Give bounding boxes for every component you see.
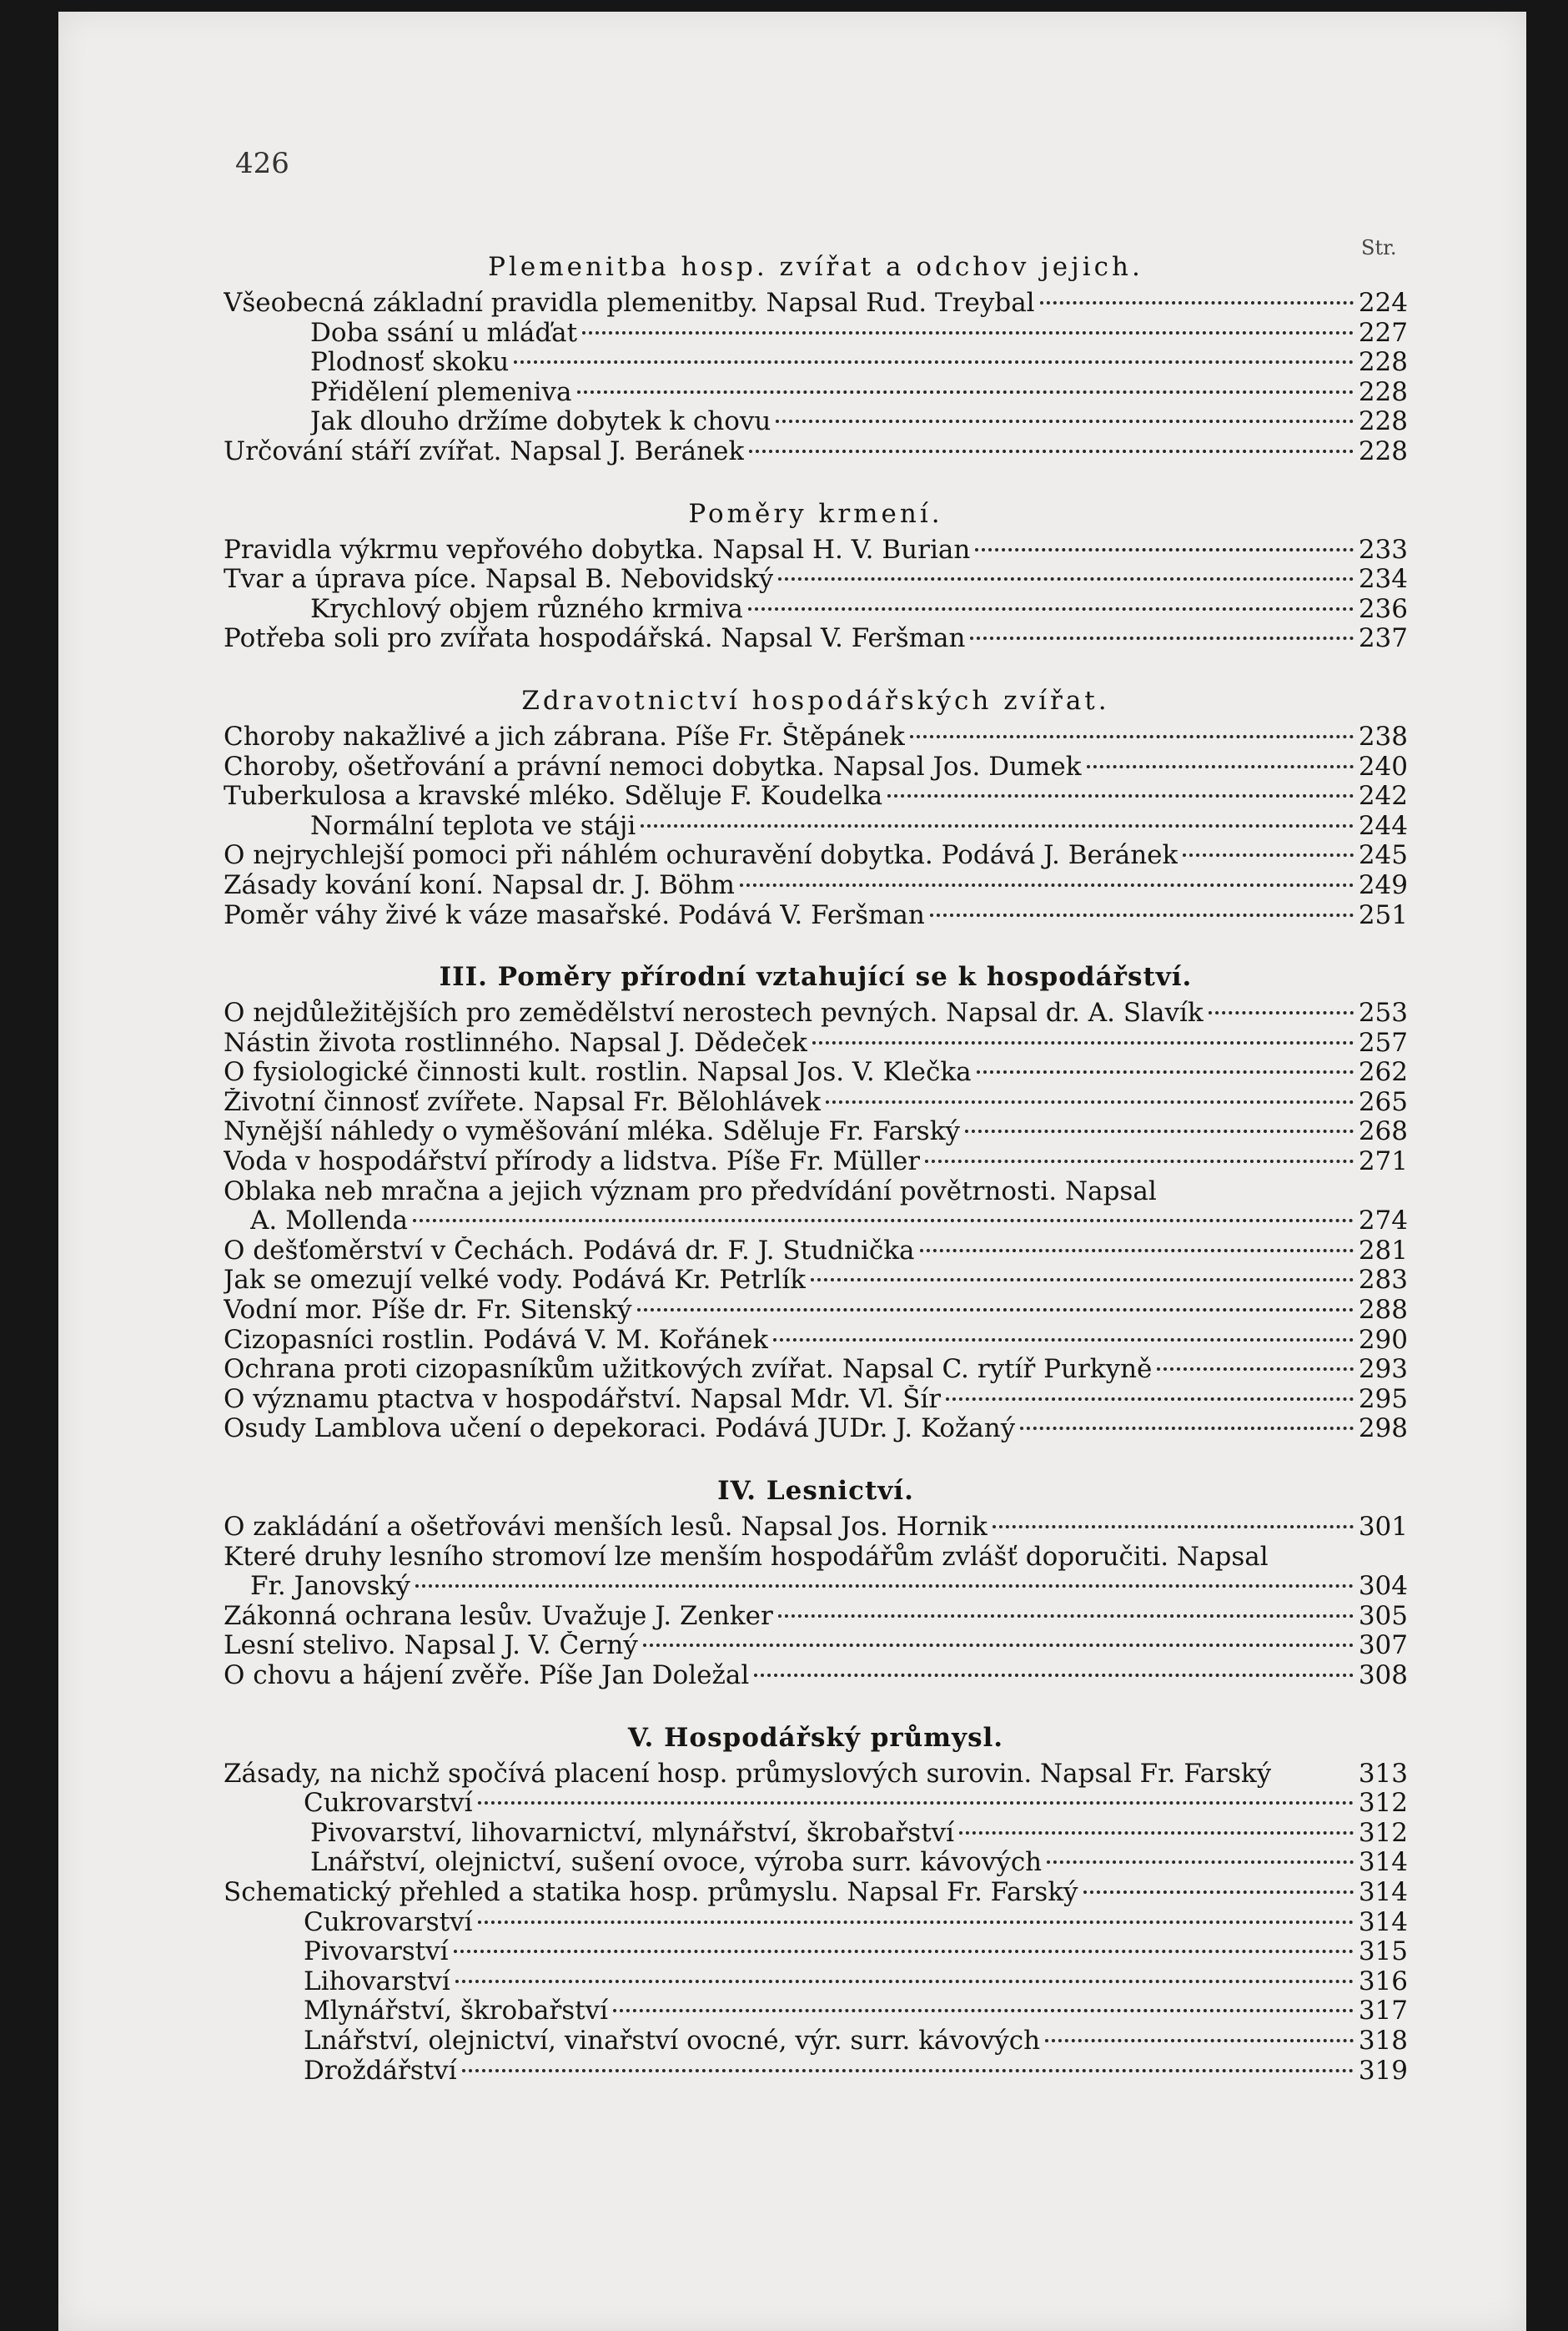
toc-entry-title: Ochrana proti cizopasníkům užitkových zvířat. Napsal C. rytíř Purkyně — [224, 1355, 1153, 1385]
toc-entry-title: Cukrovarství — [304, 1789, 473, 1819]
leader-dots — [413, 1219, 1354, 1222]
toc-entry-page: 240 — [1358, 751, 1408, 782]
page-column-label: Str. — [1361, 236, 1397, 259]
toc-entry-title: Lnářství, olejnictví, sušení ovoce, výroba surr. kávových — [310, 1848, 1043, 1878]
toc-entry-title: Krychlový objem různého krmiva — [310, 594, 743, 624]
toc-entry — [224, 595, 1408, 625]
leader-dots — [641, 824, 1354, 828]
leader-dots — [637, 1308, 1354, 1312]
toc-entry — [224, 1513, 1408, 1543]
toc-entry-page: 249 — [1358, 869, 1408, 900]
toc-entry-page: 268 — [1358, 1116, 1408, 1147]
toc-entry — [224, 999, 1408, 1029]
toc-entry — [224, 1789, 1408, 1819]
toc-entry-page: 233 — [1358, 534, 1408, 565]
leader-dots — [778, 577, 1353, 581]
toc-entry — [224, 565, 1408, 595]
toc-entry — [224, 753, 1408, 783]
leader-dots — [920, 1249, 1354, 1252]
toc-entry-page: 234 — [1358, 564, 1408, 595]
toc-entry-page: 245 — [1358, 840, 1408, 871]
toc-entry-title: Lesní stelivo. Napsal J. V. Černý — [224, 1631, 638, 1661]
toc-entry-page: 317 — [1358, 1996, 1408, 2026]
toc-entry-page: 283 — [1358, 1265, 1408, 1296]
section-spacer — [224, 467, 1408, 499]
toc-entry-title: Zákonná ochrana lesův. Uvažuje J. Zenker — [224, 1601, 773, 1631]
toc-entry — [224, 1266, 1408, 1296]
toc-entry-title: Jak dlouho držíme dobytek k chovu — [310, 407, 771, 437]
toc-entry — [224, 1355, 1408, 1385]
leader-dots — [773, 1338, 1354, 1342]
toc-entry-page: 314 — [1358, 1876, 1408, 1907]
toc-entry — [224, 1088, 1408, 1118]
toc-entry — [224, 319, 1408, 349]
leader-dots — [1157, 1367, 1353, 1371]
toc-entry-page: 236 — [1358, 593, 1408, 624]
toc-entry-page: 244 — [1358, 810, 1408, 841]
leader-dots — [1047, 1860, 1354, 1864]
toc-entry-title: Lnářství, olejnictví, vinařství ovocné, výr. surr. kávových — [304, 2026, 1041, 2056]
toc-entry — [224, 1385, 1408, 1415]
toc-entry-title-continued: Fr. Janovský — [250, 1572, 410, 1602]
toc-entry — [224, 1029, 1408, 1059]
toc-entry — [224, 1760, 1408, 1790]
toc-entry — [224, 289, 1408, 319]
section-spacer — [224, 654, 1408, 686]
toc-entry-page: 237 — [1358, 623, 1408, 654]
toc-entry — [224, 871, 1408, 901]
toc-entry-title: Všeobecná základní pravidla plemenitby. Napsal Rud. Treybal — [224, 289, 1035, 318]
toc-entry — [224, 1414, 1408, 1444]
leader-dots — [478, 1921, 1354, 1924]
toc-entry-title: Choroby, ošetřování a právní nemoci dobytka. Napsal Jos. Dumek — [224, 752, 1082, 782]
leader-dots — [959, 1831, 1354, 1835]
leader-dots — [740, 884, 1354, 887]
leader-dots — [887, 794, 1354, 798]
toc-entry-page: 224 — [1358, 288, 1408, 318]
leader-dots — [1087, 765, 1354, 768]
leader-dots — [811, 1278, 1354, 1281]
section-spacer — [224, 1444, 1408, 1476]
toc-entry-page: 288 — [1358, 1295, 1408, 1326]
toc-entry-title: O významu ptactva v hospodářství. Napsal Mdr. Vl. Šír — [224, 1384, 942, 1414]
page-number: 426 — [235, 147, 289, 180]
leader-dots — [930, 914, 1354, 917]
leader-dots — [826, 1100, 1354, 1104]
leader-dots — [946, 1397, 1354, 1401]
toc-entry-title: O nejdůležitějších pro zemědělství nerostech pevných. Napsal dr. A. Slavík — [224, 999, 1204, 1029]
section-heading: IV. Lesnictví. — [717, 1476, 914, 1506]
toc-entry-title: Choroby nakažlivé a jich zábrana. Píše Fr. Štěpánek — [224, 722, 905, 752]
toc-entry-continuation — [224, 1206, 1408, 1236]
toc-entry — [224, 1631, 1408, 1661]
toc-entry-title: Cizopasníci rostlin. Podává V. M. Kořánek — [224, 1325, 769, 1355]
leader-dots — [1083, 1890, 1354, 1894]
toc-entry — [224, 1177, 1408, 1236]
toc-entry-page: 253 — [1358, 998, 1408, 1029]
toc-entry-page: 274 — [1358, 1206, 1408, 1236]
toc-entry-title: Schematický přehled a statika hosp. průmyslu. Napsal Fr. Farský — [224, 1877, 1078, 1907]
toc-entry-title-continued: A. Mollenda — [250, 1206, 408, 1236]
section-heading: III. Poměry přírodní vztahující se k hospodářství. — [439, 962, 1193, 993]
toc-entry-title: Pivovarství — [304, 1937, 449, 1967]
toc-entry-title: O fysiologické činnosti kult. rostlin. Napsal Jos. V. Klečka — [224, 1058, 972, 1088]
toc-entry-page: 314 — [1358, 1906, 1408, 1937]
toc-entry-title: O chovu a hájení zvěře. Píše Jan Doležal — [224, 1660, 750, 1690]
toc-entry-title: Mlynářství, škrobařství — [304, 1996, 609, 2026]
toc-entry-title: Pivovarství, lihovarnictví, mlynářství, škrobařství — [310, 1818, 955, 1848]
toc-entry-page: 295 — [1358, 1383, 1408, 1414]
toc-entry-title: O dešťoměrství v Čechách. Podává dr. F. J. Studnička — [224, 1236, 915, 1266]
leader-dots — [776, 420, 1353, 423]
toc-entry — [224, 348, 1408, 378]
toc-entry — [224, 1117, 1408, 1147]
toc-entry — [224, 1908, 1408, 1938]
toc-entry-title: Normální teplota ve stáji — [310, 811, 636, 841]
leader-dots — [748, 607, 1354, 611]
toc-entry-page: 227 — [1358, 317, 1408, 348]
leader-dots — [415, 1584, 1354, 1588]
section-heading: V. Hospodářský průmysl. — [627, 1722, 1004, 1753]
toc-entry-title: Zásady kování koní. Napsal dr. J. Böhm — [224, 870, 735, 900]
toc-entry — [224, 722, 1408, 753]
toc-entry — [224, 2057, 1408, 2087]
toc-entry-page: 265 — [1358, 1086, 1408, 1117]
table-of-contents — [224, 252, 1408, 2086]
toc-entry — [224, 1326, 1408, 1356]
leader-dots — [965, 1130, 1354, 1133]
toc-entry-page: 242 — [1358, 781, 1408, 812]
toc-entry — [224, 1236, 1408, 1266]
toc-entry-continuation — [224, 1572, 1408, 1602]
toc-entry-page: 228 — [1358, 435, 1408, 466]
toc-entry-page: 228 — [1358, 376, 1408, 407]
leader-dots — [582, 331, 1354, 335]
toc-entry-page: 281 — [1358, 1235, 1408, 1266]
leader-dots — [1209, 1011, 1354, 1014]
toc-entry-page: 318 — [1358, 2025, 1408, 2056]
toc-entry — [224, 437, 1408, 467]
toc-entry-title: Osudy Lamblova učení o depekoraci. Podává JUDr. J. Kožaný — [224, 1414, 1016, 1444]
toc-entry-page: 228 — [1358, 347, 1408, 378]
toc-entry-page: 319 — [1358, 2055, 1408, 2086]
toc-entry-page: 290 — [1358, 1324, 1408, 1355]
section-spacer — [224, 930, 1408, 962]
leader-dots — [977, 1070, 1354, 1074]
toc-entry — [224, 901, 1408, 931]
toc-entry-page: 298 — [1358, 1413, 1408, 1444]
toc-entry — [224, 1996, 1408, 2026]
toc-entry-title: Které druhy lesního stromoví lze menším hospodářům zvlášť doporučiti. Napsal — [224, 1541, 1269, 1572]
toc-entry — [224, 1878, 1408, 1908]
toc-entry-page: 312 — [1358, 1788, 1408, 1819]
toc-entry — [224, 1819, 1408, 1849]
toc-entry — [224, 2026, 1408, 2057]
toc-entry-page: 257 — [1358, 1027, 1408, 1058]
leader-dots — [1045, 2039, 1354, 2042]
toc-entry — [224, 1147, 1408, 1177]
leader-dots — [1183, 853, 1354, 857]
section-heading: Zdravotnictví hospodářských zvířat. — [521, 685, 1110, 716]
toc-entry — [224, 1661, 1408, 1691]
leader-dots — [925, 1160, 1354, 1163]
toc-entry — [224, 1937, 1408, 1967]
toc-entry-page: 316 — [1358, 1966, 1408, 1996]
toc-entry-title: Jak se omezují velké vody. Podává Kr. Petrlík — [224, 1266, 807, 1296]
leader-dots — [462, 2069, 1354, 2072]
toc-entry-title: Voda v hospodářství přírody a lidstva. Píše Fr. Müller — [224, 1147, 921, 1177]
toc-entry-page: 312 — [1358, 1817, 1408, 1848]
toc-entry — [224, 624, 1408, 654]
toc-entry-title: Doba ssání u mláďat — [310, 318, 578, 348]
toc-entry-page: 228 — [1358, 406, 1408, 437]
toc-entry-title: Lihovarství — [304, 1966, 450, 1996]
section-spacer — [224, 1691, 1408, 1723]
leader-dots — [778, 1614, 1354, 1618]
toc-entry-title: Plodnosť skoku — [310, 348, 510, 378]
toc-entry-title: Oblaka neb mračna a jejich význam pro předvídání povětrnosti. Napsal — [224, 1176, 1157, 1206]
toc-entry — [224, 378, 1408, 408]
toc-entry-title: Tvar a úprava píce. Napsal B. Nebovidský — [224, 565, 774, 595]
toc-entry-title: Nynější náhledy o vyměšování mléka. Sděluje Fr. Farský — [224, 1117, 961, 1147]
leader-dots — [454, 1950, 1354, 1953]
toc-entry — [224, 1848, 1408, 1878]
toc-entry — [224, 812, 1408, 842]
toc-entry — [224, 536, 1408, 566]
toc-entry-page: 305 — [1358, 1600, 1408, 1631]
leader-dots — [455, 1980, 1354, 1983]
leader-dots — [993, 1525, 1354, 1528]
leader-dots — [577, 390, 1354, 394]
toc-entry-title: Zásady, na nichž spočívá placení hosp. průmyslových surovin. Napsal Fr. Farský — [224, 1759, 1272, 1789]
section-heading: Poměry krmení. — [688, 498, 943, 529]
toc-entry — [224, 841, 1408, 871]
toc-entry-title: Určování stáří zvířat. Napsal J. Beránek — [224, 436, 745, 466]
toc-entry-title: Přidělení plemeniva — [310, 377, 572, 407]
toc-entry-page: 293 — [1358, 1354, 1408, 1385]
toc-entry — [224, 1602, 1408, 1632]
leader-dots — [975, 548, 1354, 551]
toc-entry-page: 313 — [1358, 1758, 1408, 1789]
leader-dots — [1020, 1427, 1354, 1430]
toc-entry-page: 271 — [1358, 1146, 1408, 1177]
leader-dots — [749, 450, 1354, 453]
toc-entry — [224, 782, 1408, 812]
toc-entry-page: 315 — [1358, 1936, 1408, 1967]
toc-entry — [224, 1296, 1408, 1326]
toc-entry-page: 308 — [1358, 1659, 1408, 1690]
toc-entry-page: 238 — [1358, 721, 1408, 752]
toc-entry-title: Droždářství — [304, 2056, 457, 2086]
toc-entry-page: 304 — [1358, 1571, 1408, 1602]
toc-entry-page: 251 — [1358, 899, 1408, 930]
toc-entry-title: Cukrovarství — [304, 1907, 473, 1937]
toc-entry-page: 262 — [1358, 1057, 1408, 1088]
toc-entry-title: Potřeba soli pro zvířata hospodářská. Napsal V. Feršman — [224, 624, 966, 654]
toc-entry-page: 301 — [1358, 1512, 1408, 1542]
leader-dots — [910, 735, 1354, 738]
leader-dots — [812, 1041, 1354, 1045]
leader-dots — [613, 2009, 1354, 2012]
leader-dots — [970, 637, 1353, 640]
toc-entry-page: 307 — [1358, 1630, 1408, 1661]
toc-entry — [224, 1058, 1408, 1088]
leader-dots — [478, 1801, 1354, 1805]
section-heading: Plemenitba hosp. zvířat a odchov jejich. — [488, 252, 1143, 282]
toc-entry-title: Pravidla výkrmu vepřového dobytka. Napsal H. V. Burian — [224, 535, 971, 565]
toc-entry — [224, 1967, 1408, 1997]
toc-entry-title: O nejrychlejší pomoci při náhlém ochuravění dobytka. Podává J. Beránek — [224, 841, 1179, 871]
toc-entry-title: O zakládání a ošetřovávi menších lesů. Napsal Jos. Hornik — [224, 1513, 988, 1542]
leader-dots — [1040, 301, 1354, 305]
toc-entry-title: Životní činnosť zvířete. Napsal Fr. Bělohlávek — [224, 1087, 822, 1117]
leader-dots — [514, 360, 1354, 364]
toc-entry-title: Nástin života rostlinného. Napsal J. Dědeček — [224, 1028, 807, 1058]
toc-entry-title: Vodní mor. Píše dr. Fr. Sitenský — [224, 1296, 632, 1326]
toc-entry-title: Poměr váhy živé k váze masařské. Podává V. Feršman — [224, 900, 925, 930]
toc-entry — [224, 407, 1408, 437]
toc-entry — [224, 1543, 1408, 1602]
toc-entry-title: Tuberkulosa a kravské mléko. Sděluje F. Koudelka — [224, 782, 883, 812]
leader-dots — [643, 1644, 1354, 1647]
toc-entry-page: 314 — [1358, 1847, 1408, 1878]
leader-dots — [754, 1674, 1354, 1677]
